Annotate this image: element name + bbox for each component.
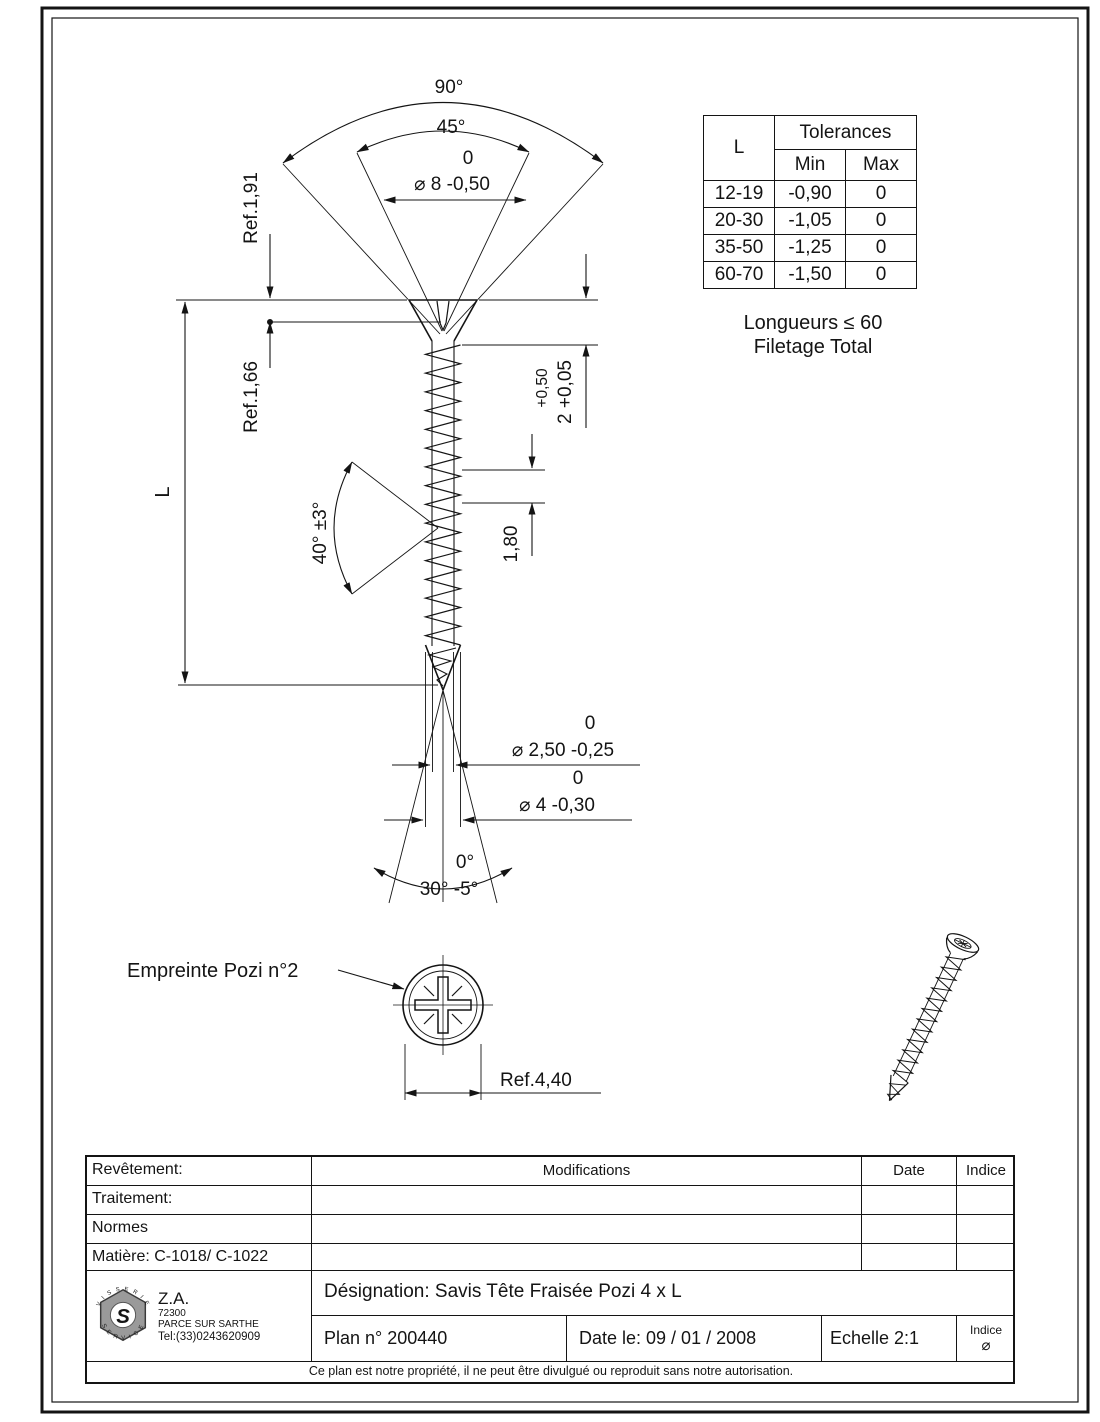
- head-left-flank: [409, 300, 432, 341]
- title-block: [85, 1155, 1015, 1384]
- plan-number: Plan n° 200440: [312, 1316, 567, 1362]
- angle-90-label: 90°: [434, 77, 464, 98]
- point-tol-label: 0°: [455, 852, 475, 873]
- tolerances-table: [703, 115, 917, 289]
- tol-range: 60-70: [704, 262, 775, 289]
- designation: Désignation: Savis Tête Fraisée Pozi 4 x L: [312, 1271, 1015, 1316]
- pozi-leader-line: [338, 970, 404, 989]
- screw-3d-thread: [891, 952, 966, 1083]
- tol-max: 0: [846, 262, 917, 289]
- normes-label: Normes: [87, 1215, 312, 1244]
- indice-box-value: ⌀: [981, 1336, 991, 1354]
- outer-dia-label: ⌀ 4 -0,30: [519, 795, 595, 816]
- tol-title: Tolerances: [775, 116, 917, 150]
- table-row: [704, 208, 917, 235]
- indice-header: Indice: [957, 1157, 1015, 1186]
- tol-max: 0: [846, 208, 917, 235]
- thread-depth-label: 1,80: [501, 525, 522, 563]
- pozi-ref-label: Ref.4,40: [500, 1070, 572, 1091]
- date-cell: [862, 1186, 957, 1215]
- head-dia-tol-label: 0: [462, 148, 474, 169]
- company-logo: [93, 1283, 153, 1349]
- core-dia-label: ⌀ 2,50 -0,25: [511, 740, 615, 761]
- modifications-cell: [312, 1215, 862, 1244]
- pozi-label: Empreinte Pozi n°2: [127, 960, 299, 982]
- indice-cell: [957, 1215, 1015, 1244]
- tol-max-header: Max: [846, 150, 917, 181]
- length-label: L: [152, 486, 174, 498]
- tip-right-edge: [443, 645, 461, 690]
- tol-max: 0: [846, 235, 917, 262]
- table-row: [704, 262, 917, 289]
- tol-min: -1,25: [775, 235, 846, 262]
- modifications-cell: [312, 1244, 862, 1271]
- date-header: Date: [862, 1157, 957, 1186]
- indice-box-label: Indice: [969, 1322, 1003, 1337]
- company-city: PARCE SUR SARTHE: [158, 1318, 259, 1330]
- tol-min: -1,05: [775, 208, 846, 235]
- date-le: Date le: 09 / 01 / 2008: [567, 1316, 822, 1362]
- modifications-header: Modifications: [312, 1157, 862, 1186]
- revetement-label: Revêtement:: [87, 1157, 312, 1186]
- tol-l-header: L: [704, 116, 775, 181]
- pitch-tol-label: +0,50: [534, 368, 551, 408]
- table-row: [704, 181, 917, 208]
- indice-cell: [957, 1186, 1015, 1215]
- tol-min: -0,90: [775, 181, 846, 208]
- note-line-2: Filetage Total: [753, 336, 873, 358]
- traitement-label: Traitement:: [87, 1186, 312, 1215]
- property-notice: Ce plan est notre propriété, il ne peut être divulgué ou reproduit sans notre autorisation.: [308, 1364, 794, 1378]
- screw-front-view: [409, 300, 477, 690]
- core-tol-label: 0: [584, 713, 596, 734]
- thread-profile: [426, 345, 461, 645]
- date-cell: [862, 1244, 957, 1271]
- pitch-label: 2 +0,05: [555, 360, 576, 424]
- thread-note: [688, 311, 938, 359]
- logo-arc-bottom-text: S E R V I C E: [100, 1323, 146, 1342]
- ref-recess-label: Ref.1,66: [241, 361, 262, 433]
- company-za: Z.A.: [158, 1288, 190, 1308]
- logo-arc-top-text: V I S S E R I E: [95, 1286, 151, 1308]
- angle-45-label: 45°: [436, 117, 466, 138]
- tol-min-header: Min: [775, 150, 846, 181]
- tol-range: 35-50: [704, 235, 775, 262]
- tol-max: 0: [846, 181, 917, 208]
- tol-min: -1,50: [775, 262, 846, 289]
- indice-cell: [957, 1244, 1015, 1271]
- company-block: [87, 1271, 312, 1362]
- tol-range: 12-19: [704, 181, 775, 208]
- indice-box: [957, 1316, 1015, 1362]
- company-tel: Tel:(33)0243620909: [158, 1330, 261, 1343]
- head-right-flank: [454, 300, 477, 341]
- point-angle-label: 30° -5°: [419, 879, 479, 900]
- ref-head-label: Ref.1,91: [241, 172, 262, 244]
- outer-tol-label: 0: [572, 768, 584, 789]
- screw-3d-view: [874, 930, 981, 1108]
- note-line-1: Longueurs ≤ 60: [743, 312, 883, 334]
- echelle: Echelle 2:1: [822, 1316, 957, 1362]
- date-cell: [862, 1215, 957, 1244]
- tol-range: 20-30: [704, 208, 775, 235]
- pozi-recess-section: [437, 301, 449, 330]
- company-postal: 72300: [158, 1307, 186, 1319]
- dimension-labels: [152, 77, 614, 900]
- matiere-label: Matière: C-1018/ C-1022: [87, 1244, 312, 1271]
- logo-letter: S: [116, 1305, 130, 1328]
- table-row: [704, 235, 917, 262]
- flank-angle-label: 40° ±3°: [310, 501, 331, 565]
- modifications-cell: [312, 1186, 862, 1215]
- head-dia-label: ⌀ 8 -0,50: [414, 174, 490, 195]
